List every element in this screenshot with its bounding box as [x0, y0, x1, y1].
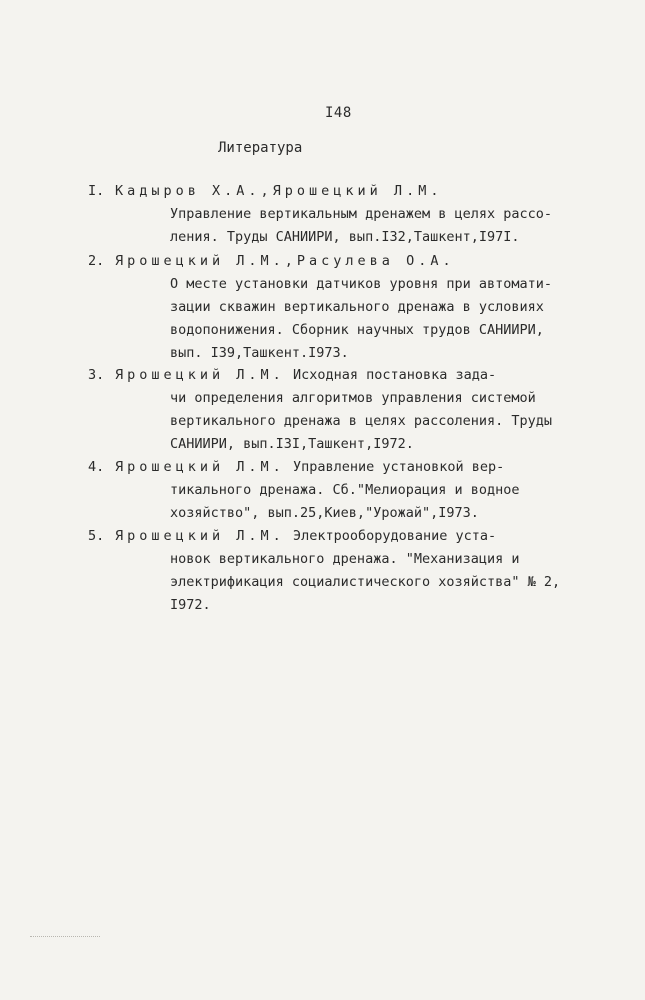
- reference-number: I.: [88, 183, 105, 199]
- reference-number: 4.: [88, 459, 105, 475]
- reference-line: водопонижения. Сборник научных трудов САНИИРИ,: [170, 322, 544, 338]
- reference-title-start: Электрооборудование уста-: [292, 528, 497, 544]
- reference-authors: Ярошецкий Л.М.: [115, 459, 285, 475]
- reference-first-line: [88, 250, 608, 273]
- reference-line: новок вертикального дренажа. "Механизация и: [170, 551, 520, 567]
- reference-line: электрификация социалистического хозяйства" № 2,: [170, 574, 561, 590]
- reference-title-start: Управление установкой вер-: [292, 459, 505, 475]
- reference-authors: Ярошецкий Л.М.: [115, 367, 285, 383]
- reference-authors: Кадыров Х.А.,Ярошецкий Л.М.: [115, 183, 443, 199]
- reference-line: ления. Труды САНИИРИ, вып.I32,Ташкент,I97I.: [170, 229, 520, 245]
- reference-line: САНИИРИ, вып.I3I,Ташкент,I972.: [170, 436, 414, 452]
- reference-title-start: Исходная постановка зада-: [292, 367, 497, 383]
- reference-first-line: [88, 364, 608, 387]
- reference-number: 2.: [88, 253, 105, 269]
- reference-first-line: [88, 456, 608, 479]
- reference-entry-2: [88, 250, 608, 365]
- scan-artifact-mark: [30, 936, 100, 939]
- reference-line: О месте установки датчиков уровня при автомати-: [170, 276, 553, 292]
- reference-authors: Ярошецкий Л.М.,Расулева О.А.: [115, 253, 455, 269]
- reference-line: I972.: [170, 597, 211, 613]
- reference-first-line: [88, 525, 608, 548]
- reference-entry-1: [88, 180, 608, 249]
- reference-entry-5: [88, 525, 608, 617]
- section-heading: Литература: [218, 140, 303, 156]
- reference-number: 3.: [88, 367, 105, 383]
- reference-entry-4: [88, 456, 608, 525]
- reference-line: вып. I39,Ташкент.I973.: [170, 345, 349, 361]
- reference-line: хозяйство", вып.25,Киев,"Урожай",I973.: [170, 505, 479, 521]
- reference-line: тикального дренажа. Сб."Мелиорация и водное: [170, 482, 520, 498]
- reference-line: зации скважин вертикального дренажа в условиях: [170, 299, 544, 315]
- reference-entry-3: [88, 364, 608, 456]
- reference-first-line: [88, 180, 608, 203]
- reference-line: чи определения алгоритмов управления системой: [170, 390, 536, 406]
- reference-number: 5.: [88, 528, 105, 544]
- page-number: I48: [325, 105, 352, 121]
- reference-line: вертикального дренажа в целях рассоления. Труды: [170, 413, 553, 429]
- reference-line: Управление вертикальным дренажем в целях рассо-: [170, 206, 553, 222]
- reference-authors: Ярошецкий Л.М.: [115, 528, 285, 544]
